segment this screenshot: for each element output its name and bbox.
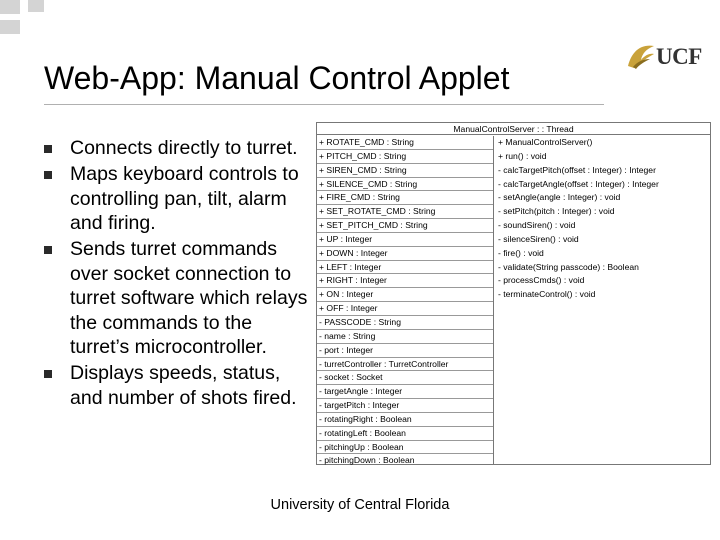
uml-method: - calcTargetPitch(offset : Integer) : Integer <box>498 164 656 175</box>
uml-attribute: + OFF : Integer <box>317 302 493 316</box>
uml-attribute: - targetAngle : Integer <box>317 385 493 399</box>
uml-methods <box>494 136 710 464</box>
slide-footer: University of Central Florida <box>270 497 450 513</box>
uml-method: - silenceSiren() : void <box>498 233 579 244</box>
bullet-item <box>44 136 308 161</box>
bullet-text: Maps keyboard controls to controlling pan, tilt, alarm and firing. <box>70 163 299 234</box>
title-divider <box>44 104 604 105</box>
uml-attribute: - rotatingRight : Boolean <box>317 413 493 427</box>
bullet-list <box>44 136 308 412</box>
uml-attribute: + SET_ROTATE_CMD : String <box>317 205 493 219</box>
uml-attribute: - socket : Socket <box>317 371 493 385</box>
uml-method: - terminateControl() : void <box>498 289 596 300</box>
uml-method: - fire() : void <box>498 247 544 258</box>
bullet-text: Connects directly to turret. <box>70 137 298 159</box>
uml-method: - soundSiren() : void <box>498 220 576 231</box>
bullet-item <box>44 237 308 360</box>
corner-decoration <box>0 20 20 34</box>
uml-attribute: + PITCH_CMD : String <box>317 150 493 164</box>
uml-attribute: + DOWN : Integer <box>317 247 493 261</box>
square-bullet-icon <box>44 145 52 153</box>
uml-attribute: + UP : Integer <box>317 233 493 247</box>
uml-attribute: - pitchingDown : Boolean <box>319 455 415 466</box>
uml-attribute: - pitchingUp : Boolean <box>317 441 493 455</box>
uml-attribute: + FIRE_CMD : String <box>317 191 493 205</box>
uml-method: - validate(String passcode) : Boolean <box>498 261 639 272</box>
uml-attribute: - targetPitch : Integer <box>317 399 493 413</box>
bullet-item <box>44 162 308 236</box>
uml-attribute: + ROTATE_CMD : String <box>317 136 493 150</box>
uml-method: - calcTargetAngle(offset : Integer) : Integer <box>498 178 659 189</box>
uml-attribute: - PASSCODE : String <box>317 316 493 330</box>
uml-method: - setAngle(angle : Integer) : void <box>498 192 621 203</box>
square-bullet-icon <box>44 171 52 179</box>
square-bullet-icon <box>44 370 52 378</box>
bullet-item <box>44 361 308 410</box>
slide-title: Web-App: Manual Control Applet <box>44 60 510 96</box>
square-bullet-icon <box>44 246 52 254</box>
uml-method: + ManualControlServer() <box>498 137 593 147</box>
uml-attribute: + SIREN_CMD : String <box>317 164 493 178</box>
bullet-text: Displays speeds, status, and number of shots fired. <box>70 362 297 409</box>
uml-class-diagram <box>316 122 711 465</box>
uml-attribute: - port : Integer <box>317 344 493 358</box>
uml-attribute: - rotatingLeft : Boolean <box>317 427 493 441</box>
uml-method: - setPitch(pitch : Integer) : void <box>498 206 615 217</box>
uml-attribute: + SET_PITCH_CMD : String <box>317 219 493 233</box>
uml-method: - processCmds() : void <box>498 275 585 286</box>
uml-attribute: + ON : Integer <box>317 288 493 302</box>
uml-attribute: + SILENCE_CMD : String <box>317 178 493 192</box>
corner-decoration <box>0 0 20 14</box>
corner-decoration <box>28 0 44 12</box>
uml-attribute: - name : String <box>317 330 493 344</box>
ucf-logo-text: UCF <box>656 44 702 69</box>
uml-attribute: + LEFT : Integer <box>317 261 493 275</box>
uml-attribute: + RIGHT : Integer <box>317 274 493 288</box>
uml-attributes <box>317 136 494 464</box>
bullet-text: Sends turret commands over socket connection to turret software which relays the commands to the turret’s microcontroller. <box>70 238 308 358</box>
uml-method: + run() : void <box>498 150 547 161</box>
uml-attribute: - turretController : TurretController <box>317 358 493 372</box>
uml-class-name: ManualControlServer : : Thread <box>317 123 710 135</box>
